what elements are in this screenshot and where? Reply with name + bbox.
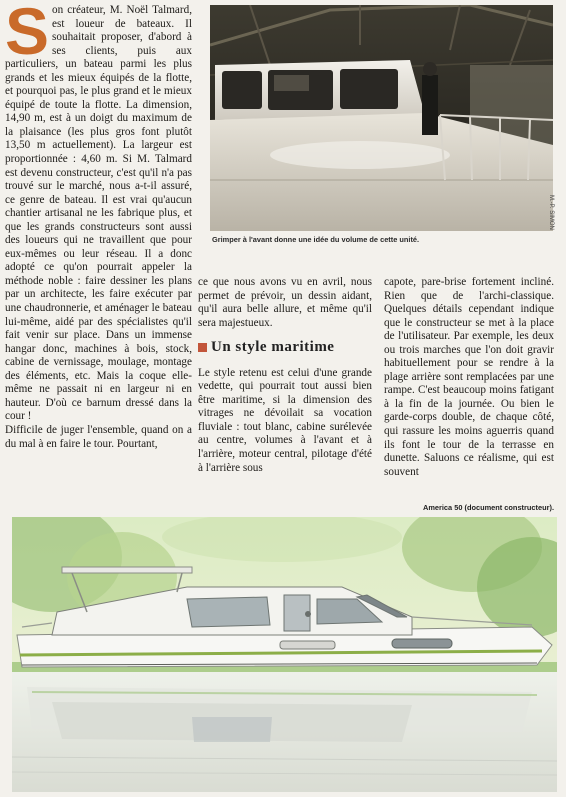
photo-credit: M.-P. SIMON — [548, 195, 554, 230]
section-title: Un style maritime — [211, 339, 335, 356]
article-column-left — [5, 0, 192, 451]
illustration-caption: America 50 (document constructeur). — [422, 503, 554, 512]
article-paragraph: on créateur, M. Noël Talmard, est loueur de bateaux. Il souhaitait proposer, d'abord à ses clients, puis aux particuliers, un bateau parmi les plus grands et les mieux équipés de la flotte, et pourquoi pas, le plus grand et le mieux équipé de toute la flotte. La dimension, 14,90 m, est à un doigt du maximum de la plaisance (les plus gros font plutôt 13,50 m actuellement). La largeur est proportionnée : 4,60 m. Si M. Talmard est devenu constructeur, c'est qu'il n'a pas trouvé sur le marché, nous a-t-il assuré, ce genre de bateau. Il est vrai qu'aucun chantier artisanal ne les fabrique plus, et que les grands constructeurs sont aussi des loueurs qui ne travaillent que pour eux-mêmes ou leur réseau. Il a donc adopté ce qu'on pourrait appeler la méthode noble : faire dessiner les plans par un architecte, les faire exécuter par une chaudronnerie, et aménager le bateau lui-même, aidé par des spécialistes qu'il fait venir sur place. Dans un immense hangar donc, machines à bois, stock, cabine de vernissage, moulage, montage des éléments, etc. Mais la coque elle-même ne passait ni en largeur ni en hauteur. D'où ce barnum dressé dans la cour ! — [5, 4, 192, 423]
article-paragraph: Difficile de juger l'ensemble, quand on a du mal à en faire le tour. Pourtant, — [5, 423, 192, 450]
drop-cap: S — [5, 0, 50, 68]
article-paragraph: ce que nous avons vu en avril, nous permet de prévoir, un dessin aidant, qu'il aura belle allure, et même qu'il sera majestueux. — [198, 276, 372, 329]
boat-hangar-photo — [210, 5, 553, 231]
section-heading — [198, 341, 372, 355]
article-paragraph: Le style retenu est celui d'une grande vedette, qui pourrait tout aussi bien être maritime, si la dimension des vitrages ne dévoilait sa vocation fluviale : tout blanc, cabine surélevée au centre, volumes à l'avant et à l'arrière, moteur central, pilotage d'été à l'arrière sous — [198, 366, 372, 474]
article-column-right — [384, 276, 554, 479]
boat-illustration — [12, 517, 557, 792]
article-paragraph: capote, pare-brise fortement incliné. Rien que de l'archi-classique. Quelques détails cependant indique que le constructeur se met à la place de l'utilisateur. Par exemple, les deux ou trois marches que l'on doit gravir habituellement pour se rendre à la plage arrière sont remplacées par une rampe. C'est beaucoup moins fatigant à la fin de la journée. Ou bien le garde-corps double, de chaque côté, qui rassure les moins aguerris quand ils font le tour de la terrasse en dunette. Saluons ce réalisme, qui est souvent — [384, 276, 554, 478]
article-column-middle — [198, 276, 372, 475]
photo-caption: Grimper à l'avant donne une idée du volume de cette unité. — [212, 235, 420, 244]
